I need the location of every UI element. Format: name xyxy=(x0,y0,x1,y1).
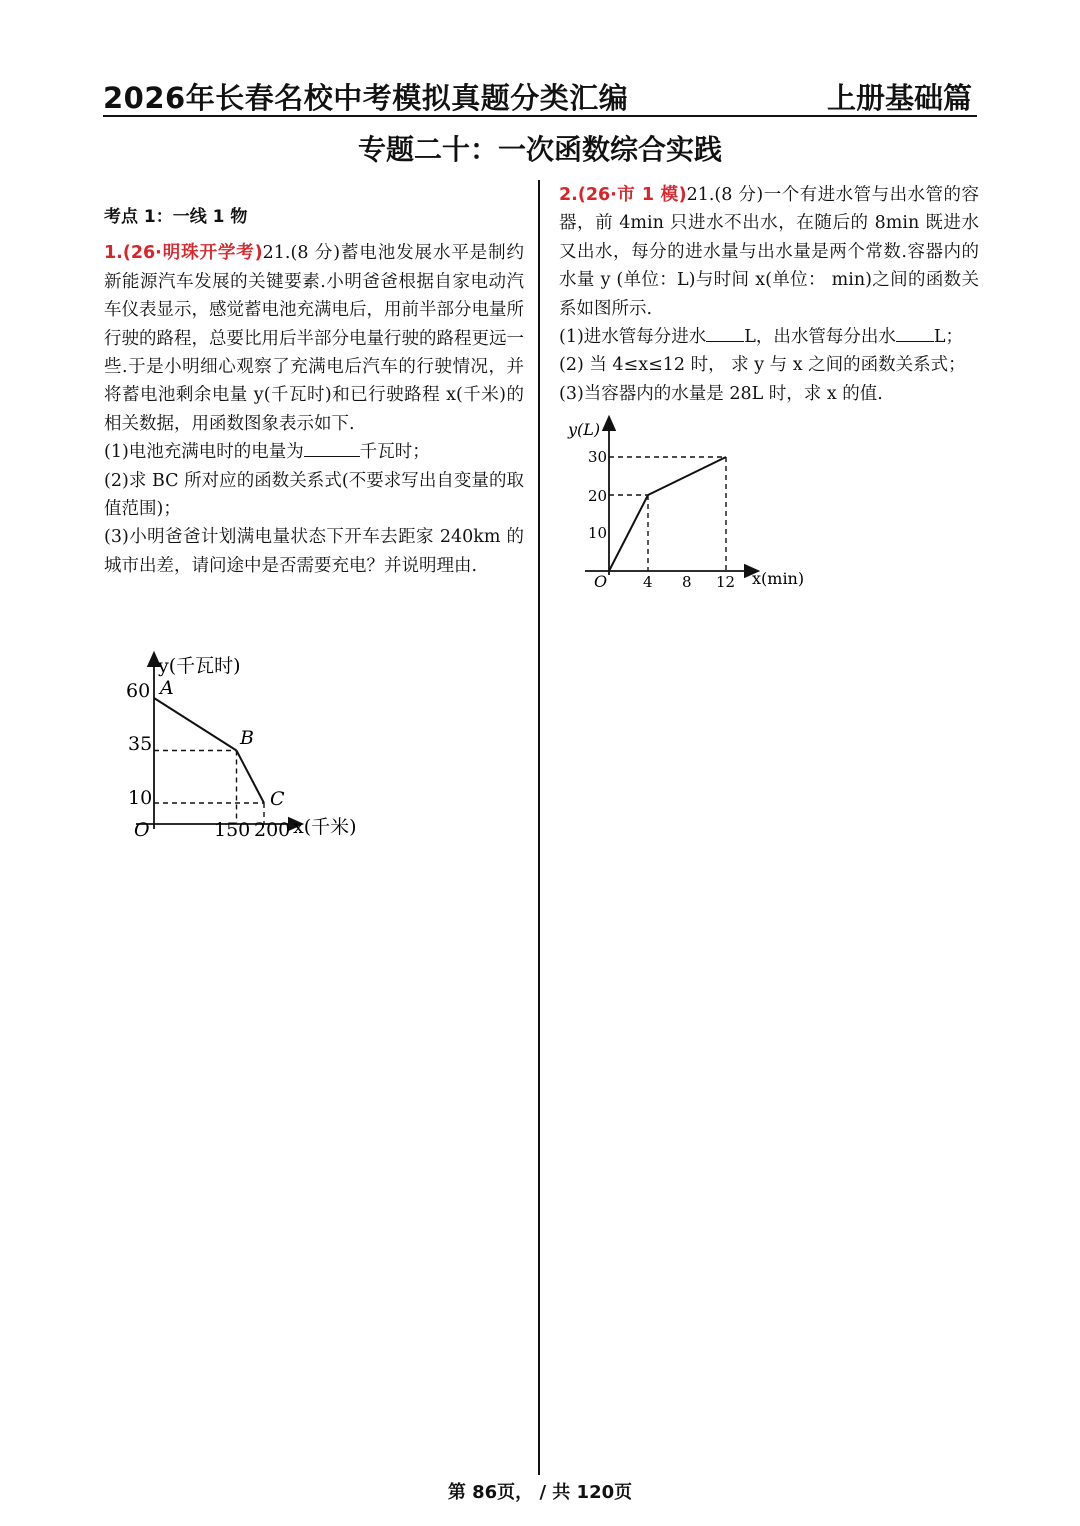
question-2-part-2: (2) 当 4≤x≤12 时， 求 y 与 x 之间的函数关系式； xyxy=(559,355,966,376)
point-label-b: B xyxy=(240,727,254,749)
right-column xyxy=(559,181,979,591)
q2-part1-mid: L，出水管每分出水 xyxy=(744,327,896,348)
y-tick-label: 30 xyxy=(588,448,608,466)
point-label-c: C xyxy=(270,788,285,810)
answer-blank-outflow xyxy=(896,323,934,342)
question-1-part-3: (3)小明爸爸计划满电量状态下开车去距家 240km 的城市出差，请问途中是否需要充电？并说明理由. xyxy=(104,527,524,576)
left-column xyxy=(104,203,524,841)
x-tick-label: 200 xyxy=(254,819,291,841)
graph-water-vs-time xyxy=(565,419,825,599)
y-tick-label: 60 xyxy=(126,680,151,702)
topic-title: 专题二十：一次函数综合实践 xyxy=(357,133,722,166)
question-2-part-1 xyxy=(559,323,979,351)
graph2-segment xyxy=(648,457,726,495)
origin-label: O xyxy=(594,572,608,591)
q1-part1-lead: (1)电池充满电时的电量为 xyxy=(104,442,304,463)
question-1-text: 21.(8 分)蓄电池发展水平是制约新能源汽车发展的关键要素.小明爸爸根据自家电动汽车仪表显示，感觉蓄电池充满电后，用前半部分电量所行驶的路程，总要比用后半部分电量行驶的路程更远一些.于是小明细心观察了充满电后汽车的行驶情况，并将蓄电池剩余电量 y(千瓦时)和已行驶路程 x(千米)的相关数据，用函数图象表示如下. xyxy=(104,243,524,434)
q2-part1-unit: L； xyxy=(933,327,964,348)
y-tick-label: 10 xyxy=(128,787,153,809)
question-1-source: 1.(26·明珠开学考) xyxy=(104,243,263,264)
question-1-part-1 xyxy=(104,438,524,466)
origin-label: O xyxy=(134,819,150,841)
graph1-segment xyxy=(154,698,237,751)
y-axis-label: y(L) xyxy=(568,420,601,439)
column-divider xyxy=(538,180,540,1475)
document-header-volume: 上册基础篇 xyxy=(826,81,972,115)
x-axis-label: x(min) xyxy=(752,569,805,588)
x-tick-label: 150 xyxy=(214,819,251,841)
x-tick-label: 4 xyxy=(643,573,653,591)
question-2-intro xyxy=(559,181,979,323)
point-label-a: A xyxy=(160,677,174,699)
y-tick-label: 35 xyxy=(128,733,153,755)
section-heading: 考点 1：一线 1 物 xyxy=(104,207,248,227)
answer-blank-inflow xyxy=(706,323,744,342)
question-1-intro xyxy=(104,239,524,438)
question-2-text: 21.(8 分)一个有进水管与出水管的容器，前 4min 只进水不出水，在随后的 8min 既进水又出水，每分的进水量与出水量是两个常数.容器内的水量 y (单位：L)与时间 x(单位： min)之间的函数关系如图所示. xyxy=(559,185,979,319)
answer-blank xyxy=(304,438,360,457)
question-1-part-2: (2)求 BC 所对应的函数关系式(不要求写出自变量的取值范围)； xyxy=(104,470,524,520)
question-2-part-3: (3)当容器内的水量是 28L 时，求 x 的值. xyxy=(559,383,883,404)
q1-part1-unit: 千瓦时； xyxy=(359,442,430,463)
document-header-title: 2026年长春名校中考模拟真题分类汇编 xyxy=(103,81,629,115)
x-axis-label: x(千米) xyxy=(293,816,357,838)
x-tick-label: 12 xyxy=(716,573,736,591)
page-footer: 第 86页， / 共 120页 xyxy=(447,1482,633,1503)
question-2-source: 2.(26·市 1 模) xyxy=(559,185,687,205)
q2-part1-lead: (1)进水管每分进水 xyxy=(559,327,707,348)
graph2-segment xyxy=(609,495,648,571)
y-tick-label: 10 xyxy=(588,524,608,542)
graph-battery-vs-distance xyxy=(122,646,402,856)
y-tick-label: 20 xyxy=(588,487,608,505)
header-rule xyxy=(103,115,977,117)
y-axis-label: y(千瓦时) xyxy=(158,655,241,677)
x-tick-label: 8 xyxy=(682,573,692,591)
graph1-segment xyxy=(237,751,265,804)
